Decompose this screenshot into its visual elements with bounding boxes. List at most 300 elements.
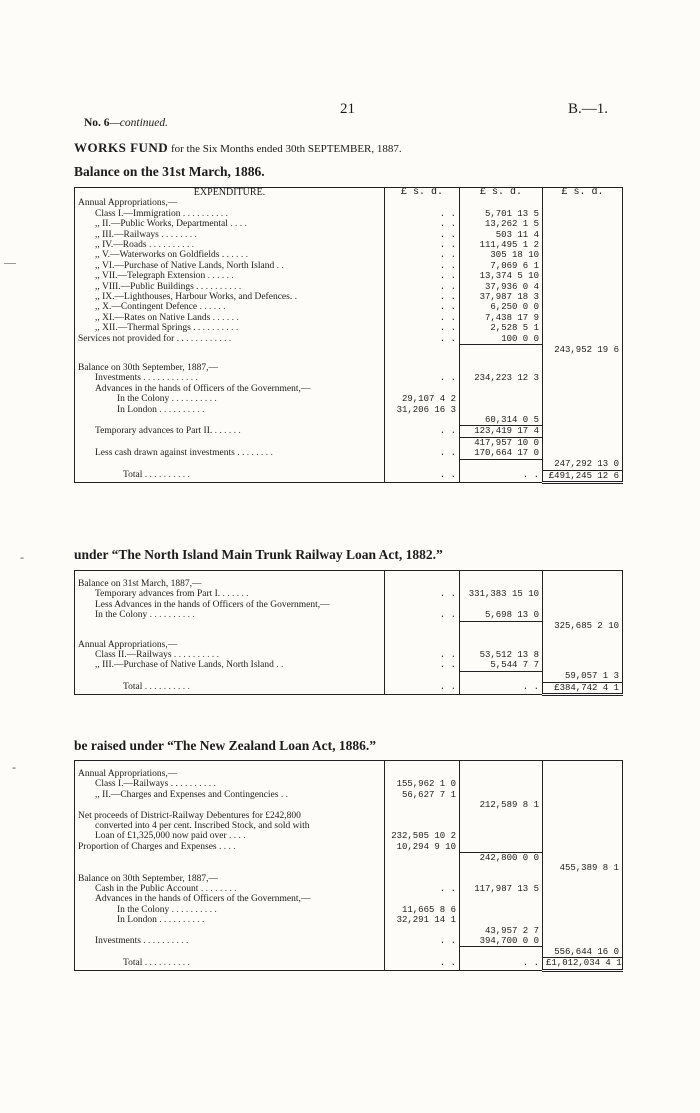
- row-label: [75, 863, 385, 873]
- amount-col-2: [460, 579, 543, 589]
- amount-col-1: . .: [385, 323, 460, 333]
- row-label: [75, 640, 385, 650]
- row-label-text: Total: [123, 470, 143, 481]
- leader-dots: . . . . . .: [222, 589, 249, 600]
- leader-dots: . .: [280, 789, 288, 800]
- amount-col-1: [385, 811, 460, 821]
- amount-col-1: [385, 363, 460, 373]
- row-label-text: In the Colony: [117, 904, 170, 915]
- amount-col-1: . .: [385, 292, 460, 302]
- row-label: [75, 250, 385, 260]
- amount-col-1: . .: [385, 282, 460, 292]
- row-label: [75, 470, 385, 482]
- amount-col-3: [543, 589, 623, 599]
- amount-col-2: [460, 947, 543, 958]
- table-row: [75, 821, 623, 831]
- amount-col-2: [460, 831, 543, 841]
- amount-col-1: . .: [385, 884, 460, 894]
- amount-col-2: 111,495 1 2: [460, 240, 543, 250]
- amount-col-1: [385, 415, 460, 426]
- row-label: [75, 682, 385, 694]
- table-row: [75, 936, 623, 947]
- amount-col-3: [543, 373, 623, 383]
- row-label-text: ,, II.—Public Works, Departmental: [95, 219, 228, 230]
- row-label-text: Less Advances in the hands of Officers of the Government,—: [95, 599, 330, 610]
- amount-col-2: 117,987 13 5: [460, 884, 543, 894]
- row-label-text: In the Colony: [117, 394, 170, 405]
- amount-col-1: [385, 947, 460, 958]
- table-row: [75, 800, 623, 810]
- amount-col-1: . .: [385, 682, 460, 694]
- amount-col-3: [543, 415, 623, 426]
- title-works-fund: WORKS FUND: [74, 140, 169, 155]
- amount-col-3: [543, 905, 623, 915]
- amount-col-3: [543, 437, 623, 448]
- amount-col-2: 53,512 13 8: [460, 650, 543, 660]
- amount-col-2: [460, 874, 543, 884]
- table-row: [75, 282, 623, 292]
- amount-col-2: [460, 671, 543, 682]
- table-row: [75, 459, 623, 470]
- row-label-text: In the Colony: [95, 610, 148, 621]
- amount-col-2: 242,800 0 0: [460, 852, 543, 863]
- amount-col-2: . .: [460, 958, 543, 970]
- amount-col-1: [385, 863, 460, 873]
- amount-col-3: 556,644 16 0: [543, 947, 623, 958]
- row-label: [75, 589, 385, 599]
- amount-col-1: [385, 821, 460, 831]
- amount-col-2: 2,528 5 1: [460, 323, 543, 333]
- table-row: [75, 334, 623, 345]
- row-label: [75, 811, 385, 821]
- margin-mark: —: [4, 255, 16, 269]
- row-label-text: Total: [123, 957, 143, 968]
- amount-col-3: 243,952 19 6: [543, 345, 623, 355]
- leader-dots: . . . . . . . . . .: [144, 682, 190, 693]
- row-label: [75, 884, 385, 894]
- amount-col-1: 232,505 10 2: [385, 831, 460, 841]
- table-row: [75, 313, 623, 323]
- amount-col-1: 10,294 9 10: [385, 842, 460, 852]
- amount-col-1: 31,206 16 3: [385, 405, 460, 415]
- amount-col-2: 212,589 8 1: [460, 800, 543, 810]
- row-label: [75, 790, 385, 800]
- table-row: [75, 632, 623, 640]
- leader-dots: . . . .: [218, 841, 236, 852]
- leader-dots: . . . . . . . . . .: [186, 333, 232, 344]
- amount-col-2: [460, 198, 543, 208]
- amount-col-3: [543, 874, 623, 884]
- amount-col-2: 170,664 17 0: [460, 448, 543, 459]
- row-label-text: Advances in the hands of Officers of the Government,—: [95, 383, 311, 394]
- leader-dots: . . . . . .: [214, 425, 241, 436]
- table-row: [75, 926, 623, 936]
- table-row: [75, 600, 623, 610]
- row-label: [75, 779, 385, 789]
- row-label: [75, 821, 385, 831]
- table-row: [75, 198, 623, 208]
- row-label-text: Annual Appropriations,—: [78, 198, 178, 209]
- amount-col-2: [460, 790, 543, 800]
- amount-col-3: [543, 219, 623, 229]
- row-label-text: Annual Appropriations,—: [78, 639, 178, 650]
- row-label: [75, 905, 385, 915]
- table-row: [75, 323, 623, 333]
- amount-col-3: 455,389 8 1: [543, 863, 623, 873]
- row-label-text: Net proceeds of District-Railway Debentures for £242,800: [78, 810, 301, 821]
- row-label-text: ,, VIII.—Public Buildings . .: [95, 281, 204, 292]
- amount-col-3: [543, 313, 623, 323]
- amount-col-2: [460, 811, 543, 821]
- amount-col-2: 13,374 5 10: [460, 271, 543, 281]
- row-label: [75, 230, 385, 240]
- table-row: [75, 355, 623, 363]
- amount-col-3: [543, 198, 623, 208]
- table-row: [75, 947, 623, 958]
- amount-col-3: 325,685 2 10: [543, 621, 623, 631]
- amount-col-2: [460, 600, 543, 610]
- leader-dots: . .: [276, 660, 284, 671]
- amount-col-2: . .: [460, 682, 543, 694]
- amount-col-1: [385, 579, 460, 589]
- table-row: [75, 271, 623, 281]
- amount-col-1: 155,962 1 0: [385, 779, 460, 789]
- amount-col-1: 32,291 14 1: [385, 915, 460, 925]
- leader-dots: . . . . . . . . . .: [173, 649, 220, 660]
- table-row: [75, 589, 623, 599]
- amount-col-3: [543, 769, 623, 779]
- row-label: [75, 415, 385, 426]
- row-label: [75, 947, 385, 958]
- row-label-text: Services not provided for . .: [78, 333, 184, 344]
- amount-col-1: . .: [385, 650, 460, 660]
- table-row: [75, 415, 623, 426]
- row-label: [75, 650, 385, 660]
- amount-col-2: 331,383 15 10: [460, 589, 543, 599]
- amount-col-1: [385, 459, 460, 470]
- amount-col-1: [385, 769, 460, 779]
- leader-dots: . . . . . .: [212, 312, 239, 323]
- amount-col-3: [543, 271, 623, 281]
- amount-col-3: [543, 405, 623, 415]
- amount-col-1: 11,665 8 6: [385, 905, 460, 915]
- amount-col-2: [460, 345, 543, 355]
- expenditure-table-1: [74, 187, 623, 484]
- table-row: [75, 682, 623, 694]
- table-row: [75, 261, 623, 271]
- amount-col-2: 5,544 7 7: [460, 660, 543, 671]
- amount-col-1: [385, 926, 460, 936]
- table-row: [75, 219, 623, 229]
- row-label: [75, 437, 385, 448]
- heading-balance-1886: Balance on the 31st March, 1886.: [74, 164, 265, 179]
- row-label: [75, 660, 385, 671]
- amount-col-3: £384,742 4 1: [543, 682, 623, 694]
- amount-col-2: [460, 905, 543, 915]
- amount-col-3: [543, 240, 623, 250]
- row-label-text: ,, XII.—Thermal Springs . .: [95, 323, 201, 334]
- amount-col-3: [543, 600, 623, 610]
- table-row: [75, 863, 623, 873]
- amount-col-2: 417,957 10 0: [460, 437, 543, 448]
- row-label-text: Temporary advances from Part I.: [95, 589, 221, 600]
- col-header-3: £ s. d.: [543, 188, 623, 199]
- row-label-text: Balance on 31st March, 1887,—: [78, 579, 202, 589]
- row-label: [75, 282, 385, 292]
- table-row: [75, 405, 623, 415]
- leader-dots: . . . . . . . . . .: [148, 240, 195, 251]
- row-label: [75, 831, 385, 841]
- leader-dots: . . . .: [229, 831, 246, 842]
- amount-col-1: . .: [385, 240, 460, 250]
- row-label-text: ,, II.—Charges and Expenses and Contingencies: [95, 789, 279, 800]
- row-label-text: ,, IX.—Lighthouses, Harbour Works, and Defences. .: [95, 292, 297, 303]
- amount-col-3: £491,245 12 6: [543, 470, 623, 482]
- document-reference: B.—1.: [568, 101, 609, 117]
- row-label: [75, 334, 385, 345]
- table-row: [75, 345, 623, 355]
- row-label-text: ,, III.—Railways: [95, 229, 159, 240]
- heading-main-trunk: under “The North Island Main Trunk Railway Loan Act, 1882.”: [74, 547, 443, 562]
- row-label: [75, 600, 385, 610]
- amount-col-2: 100 0 0: [460, 334, 543, 345]
- row-label-text: Temporary advances to Part II.: [95, 425, 213, 436]
- row-label: [75, 426, 385, 437]
- row-label: [75, 621, 385, 631]
- row-label-text: ,, VI.—Purchase of Native Lands, North Island: [95, 260, 275, 271]
- amount-col-2: 123,419 17 4: [460, 426, 543, 437]
- amount-col-1: . .: [385, 589, 460, 599]
- amount-col-1: . .: [385, 936, 460, 947]
- table-row: [75, 650, 623, 660]
- col-header-2: £ s. d.: [460, 188, 543, 199]
- amount-col-2: [460, 769, 543, 779]
- amount-col-2: 43,957 2 7: [460, 926, 543, 936]
- row-label: [75, 842, 385, 852]
- leader-dots: . . . . . . . . . .: [159, 915, 205, 926]
- amount-col-3: 59,057 1 3: [543, 671, 623, 682]
- table-row: [75, 769, 623, 779]
- amount-col-2: [460, 842, 543, 852]
- table-row: [75, 292, 623, 302]
- heading-nz-loan: be raised under “The New Zealand Loan Act, 1886.”: [74, 738, 377, 753]
- table-row: [75, 884, 623, 894]
- leader-dots: . . . . . . . .: [202, 323, 239, 334]
- amount-col-3: [543, 640, 623, 650]
- row-label: [75, 671, 385, 682]
- amount-col-1: . .: [385, 261, 460, 271]
- section-number-main: No. 6: [84, 117, 110, 129]
- row-label: [75, 271, 385, 281]
- table-row: [75, 905, 623, 915]
- amount-col-2: [460, 894, 543, 904]
- row-label-text: Class I.—Immigration: [95, 208, 181, 219]
- table-row: [75, 448, 623, 459]
- leader-dots: . . . . . . . . . .: [171, 904, 217, 915]
- row-label: [75, 292, 385, 302]
- amount-col-1: [385, 621, 460, 631]
- document-title: [74, 140, 402, 156]
- row-label: [75, 448, 385, 459]
- row-label: [75, 915, 385, 925]
- amount-col-1: [385, 640, 460, 650]
- row-label-text: Balance on 30th September, 1887,—: [78, 363, 218, 373]
- table-row: [75, 579, 623, 589]
- amount-col-3: [543, 915, 623, 925]
- amount-col-1: [385, 671, 460, 682]
- table-row: [75, 671, 623, 682]
- amount-col-1: . .: [385, 219, 460, 229]
- leader-dots: . . . . . . . . . .: [144, 470, 190, 481]
- amount-col-3: [543, 650, 623, 660]
- amount-col-1: . .: [385, 302, 460, 312]
- row-label-text: ,, V.—Waterworks on Goldfields . .: [95, 250, 229, 261]
- leader-dots: . . . .: [231, 250, 248, 261]
- amount-col-1: [385, 384, 460, 394]
- amount-col-2: [460, 459, 543, 470]
- table-row: [75, 779, 623, 789]
- amount-col-2: 37,936 0 4: [460, 282, 543, 292]
- amount-col-2: [460, 863, 543, 873]
- row-label: [75, 936, 385, 947]
- row-label-text: Cash in the Public Account: [95, 883, 199, 894]
- table-row: [75, 640, 623, 650]
- amount-col-1: [385, 800, 460, 810]
- amount-col-3: [543, 250, 623, 260]
- row-label-text: ,, III.—Purchase of Native Lands, North Island: [95, 660, 274, 671]
- amount-col-2: 503 11 4: [460, 230, 543, 240]
- leader-dots: . . . . . . . .: [180, 779, 216, 790]
- leader-dots: . . . . . . . . . .: [159, 404, 205, 415]
- table-row: [75, 874, 623, 884]
- row-label: [75, 384, 385, 394]
- row-label: [75, 313, 385, 323]
- row-label-text: Class I.—Railways . .: [95, 779, 178, 790]
- row-label: [75, 894, 385, 904]
- table-row: [75, 250, 623, 260]
- row-label-text: Advances in the hands of Officers of the Government,—: [95, 894, 311, 905]
- table-row: [75, 240, 623, 250]
- row-label-text: Less cash drawn against investments . .: [95, 448, 245, 459]
- row-label-text: Total: [123, 682, 143, 693]
- section-number: [84, 117, 168, 129]
- leader-dots: . .: [276, 260, 284, 271]
- amount-col-1: . .: [385, 230, 460, 240]
- section-number-suffix: —continued.: [109, 117, 169, 129]
- amount-col-3: [543, 323, 623, 333]
- amount-col-2: [460, 779, 543, 789]
- row-label-text: Investments: [95, 936, 141, 946]
- row-label-text: Investments: [95, 373, 141, 384]
- amount-col-1: [385, 894, 460, 904]
- row-label: [75, 219, 385, 229]
- amount-col-3: [543, 884, 623, 894]
- amount-col-2: 5,701 13 5: [460, 209, 543, 219]
- row-label-text: ,, X.—Contingent Defence: [95, 302, 198, 313]
- row-label: [75, 209, 385, 219]
- amount-col-1: . .: [385, 334, 460, 345]
- amount-col-2: 60,314 0 5: [460, 415, 543, 426]
- amount-col-2: [460, 821, 543, 831]
- margin-mark: -: [20, 550, 24, 564]
- amount-col-3: [543, 894, 623, 904]
- row-label: [75, 394, 385, 404]
- expenditure-table-2: [74, 570, 623, 696]
- row-label-text: ,, VII.—Telegraph Extension: [95, 271, 206, 282]
- row-label-text: Loan of £1,325,000 now paid over: [95, 831, 227, 842]
- table-row: [75, 811, 623, 821]
- row-label-text: In London: [117, 404, 157, 415]
- amount-col-3: [543, 302, 623, 312]
- row-label: [75, 769, 385, 779]
- amount-col-3: [543, 334, 623, 345]
- amount-col-2: 234,223 12 3: [460, 373, 543, 383]
- row-label: [75, 874, 385, 884]
- amount-col-3: [543, 292, 623, 302]
- table-row: [75, 831, 623, 841]
- amount-col-3: [543, 282, 623, 292]
- amount-col-1: . .: [385, 660, 460, 671]
- table-row: [75, 958, 623, 970]
- row-label: [75, 373, 385, 383]
- table-row: [75, 437, 623, 448]
- amount-col-1: . .: [385, 610, 460, 621]
- amount-col-1: 56,627 7 1: [385, 790, 460, 800]
- amount-col-2: 7,069 6 1: [460, 261, 543, 271]
- margin-mark: -: [12, 760, 16, 774]
- amount-col-2: 5,698 13 0: [460, 610, 543, 621]
- amount-col-2: 305 18 10: [460, 250, 543, 260]
- leader-dots: . . . . . .: [199, 302, 226, 313]
- amount-col-3: [543, 579, 623, 589]
- amount-col-2: [460, 915, 543, 925]
- row-label-text: Class II.—Railways: [95, 649, 172, 660]
- leader-dots: . . . . . . . . . .: [143, 936, 189, 946]
- table-row: [75, 209, 623, 219]
- row-label: [75, 323, 385, 333]
- expenditure-header: EXPENDITURE.: [193, 187, 266, 198]
- table-row: [75, 790, 623, 800]
- amount-col-3: [543, 811, 623, 821]
- amount-col-2: [460, 394, 543, 404]
- amount-col-3: [543, 209, 623, 219]
- row-label: [75, 405, 385, 415]
- table-row: [75, 394, 623, 404]
- row-label-text: ,, IV.—Roads: [95, 240, 147, 251]
- row-label-text: converted into 4 per cent. Inscribed Stock, and sold with: [95, 821, 310, 832]
- amount-col-2: 7,438 17 9: [460, 313, 543, 323]
- table-header-row: [75, 188, 623, 199]
- amount-col-2: [460, 621, 543, 631]
- amount-col-1: . .: [385, 271, 460, 281]
- leader-dots: . . . . . . . . . .: [171, 394, 217, 405]
- row-label: [75, 852, 385, 863]
- amount-col-3: 247,292 13 0: [543, 459, 623, 470]
- amount-col-3: [543, 660, 623, 671]
- leader-dots: . . . . . . . .: [161, 229, 197, 240]
- amount-col-3: [543, 842, 623, 852]
- leader-dots: . . . . . . . .: [205, 281, 242, 292]
- table-row: [75, 373, 623, 383]
- row-label: [75, 459, 385, 470]
- table-row: [75, 621, 623, 631]
- amount-col-3: [543, 384, 623, 394]
- amount-col-1: . .: [385, 313, 460, 323]
- amount-col-1: . .: [385, 426, 460, 437]
- amount-col-3: [543, 821, 623, 831]
- amount-col-2: [460, 363, 543, 373]
- page-number: 21: [340, 101, 355, 117]
